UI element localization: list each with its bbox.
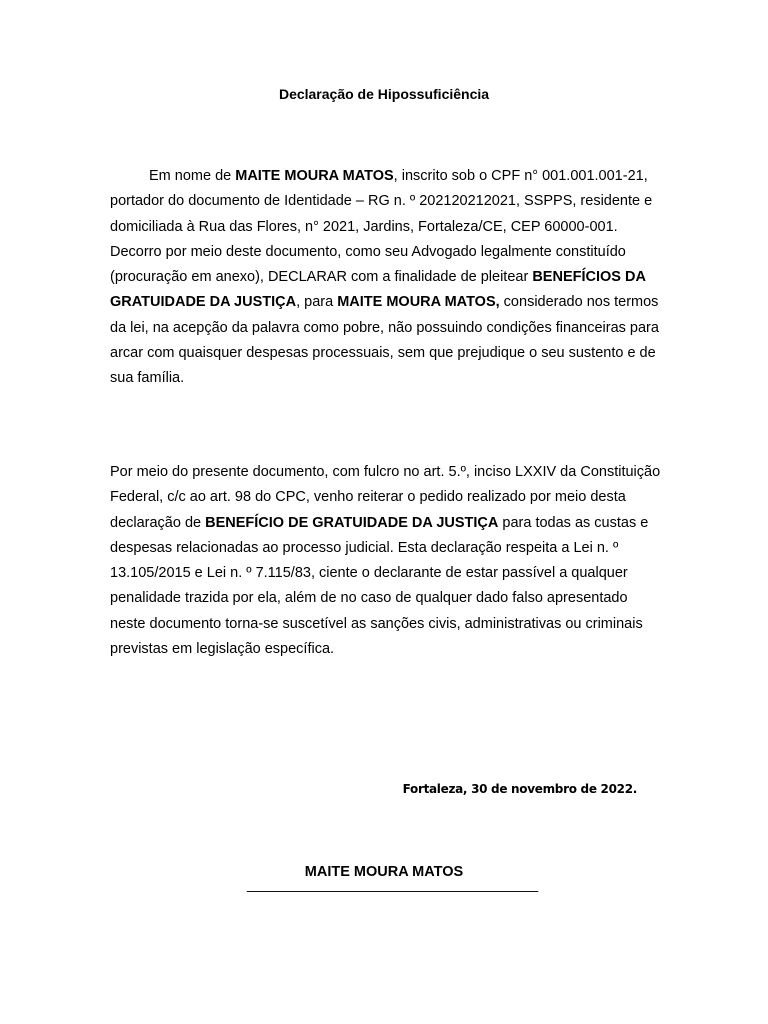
- signature-line: _____________________________________: [247, 877, 538, 893]
- signature-name: MAITE MOURA MATOS: [304, 864, 464, 880]
- p1-text-3: , para: [296, 294, 338, 311]
- p1-bold-benefit: BENEFÍCIOS DA GRATUIDADE DA JUSTIÇA: [110, 269, 646, 311]
- p2-text-1: Por meio do presente documento, com fulcro no art. 5.º, inciso LXXIV da Constituição Federal, c/c ao art. 98 do CPC, venho reiterar o pedido realizado por meio desta declaração de: [110, 464, 661, 531]
- document-title: Declaração de Hipossuficiência: [278, 86, 490, 102]
- p1-bold-name-2: MAITE MOURA MATOS,: [337, 294, 500, 311]
- p1-text-1: Em nome de: [149, 168, 236, 184]
- paragraph-declaration: [110, 164, 662, 392]
- p1-text-4: considerado nos termos da lei, na acepção da palavra como pobre, não possuindo condições financeiras para arcar com quaisquer despesas processuais, sem que prejudique o seu sustento e de sua família.: [110, 294, 659, 387]
- p1-text-2: , inscrito sob o CPF n° 001.001.001-21, portador do documento de Identidade – RG n. º 202120212021, SSPPS, residente e domiciliada à Rua das Flores, n° 2021, Jardins, Fortaleza/CE, CEP 60000-001. Decorro por meio deste documento, como seu Advogado legalmente constituído (procuração em anexo), DECLARAR com a finalidade de pleitear: [110, 168, 653, 286]
- paragraph-legal-basis: [110, 460, 662, 662]
- p1-bold-name: MAITE MOURA MATOS: [235, 168, 394, 184]
- p2-bold-benefit: BENEFÍCIO DE GRATUIDADE DA JUSTIÇA: [205, 514, 499, 531]
- date-line: Fortaleza, 30 de novembro de 2022.: [402, 782, 637, 796]
- p2-text-2: para todas as custas e despesas relacionadas ao processo judicial. Esta declaração respeita a Lei n. º 13.105/2015 e Lei n. º 7.115/83, ciente o declarante de estar passível a qualquer penalidade trazida por ela, além de no caso de qualquer dado falso apresentado neste documento torna-se suscetível as sanções civis, administrativas ou criminais previstas em legislação específica.: [110, 514, 649, 658]
